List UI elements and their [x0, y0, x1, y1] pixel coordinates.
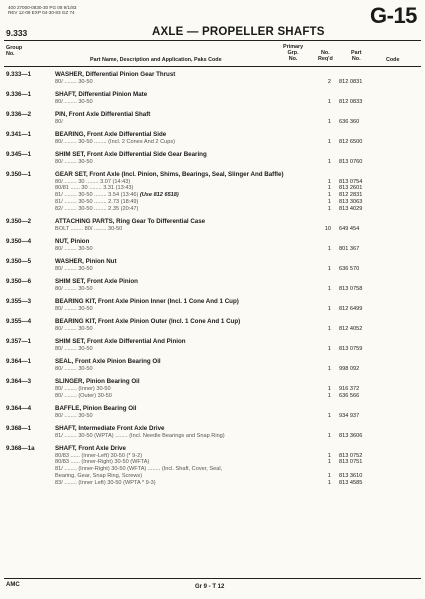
- part-number: 813 3610: [339, 473, 363, 479]
- quantity-required: 1: [327, 192, 331, 199]
- quantity-required: 2: [327, 78, 331, 85]
- application-text: 80/ ........ 30-50: [55, 265, 93, 272]
- entry-application-line: [55, 159, 93, 165]
- quantity-required: 1: [327, 178, 331, 185]
- part-number: 813 0754: [339, 178, 363, 185]
- quantity-required: 1: [327, 265, 331, 272]
- part-number: 813 3063: [339, 199, 363, 205]
- quantity-required: 1: [327, 473, 331, 479]
- application-text: 83/ ........ (Inner Left) 30-50 (WPTA * 9-3): [55, 479, 156, 486]
- entry-part-name: BAFFLE, Pinion Bearing Oil: [55, 405, 137, 412]
- column-primary-grp: [283, 44, 303, 63]
- entry-application-line: [55, 346, 93, 352]
- page-title: AXLE — PROPELLER SHAFTS: [152, 26, 325, 38]
- application-text: 81/ ........ 30-50 ........ 2.73 (18:49): [55, 199, 139, 205]
- column-code: Code: [386, 57, 400, 63]
- entry-part-name: SHIM SET, Front Axle Differential Side Gear Bearing: [55, 151, 207, 158]
- part-number: 636 566: [339, 392, 360, 399]
- quantity-required: 1: [327, 285, 331, 292]
- entry-part-name: SHIM SET, Front Axle Pinion: [55, 278, 138, 286]
- quantity-required: 1: [327, 385, 331, 392]
- entry-group-number: 9.355—4: [6, 318, 32, 326]
- entry-application-line: [55, 459, 149, 465]
- entry-application-line: [55, 366, 93, 372]
- entry-application-line: [55, 246, 93, 252]
- entry-application-line: [55, 99, 93, 105]
- page-section-label: G-15: [370, 3, 417, 28]
- entry-part-name: SHAFT, Differential Pinion Mate: [55, 91, 148, 98]
- entry-part-name: BEARING, Front Axle Differential Side: [55, 131, 167, 138]
- application-text: 81/ ........ 30-50 (WPTA) ........ (Incl. Needle Bearings and Snap Ring): [55, 432, 225, 439]
- entry-application-line: [55, 306, 93, 312]
- column-primary-line3: No.: [288, 56, 298, 63]
- entry-application-line: [55, 119, 63, 125]
- part-number: 813 0751: [339, 459, 363, 466]
- use-instead-note: (Use 812 6518): [139, 192, 179, 199]
- entry-application-line: [55, 139, 175, 145]
- application-text: 80/ ........ 30-50: [55, 365, 93, 372]
- application-text: 80/ ........ 30-50: [55, 412, 93, 419]
- part-number: 812 6500: [339, 138, 363, 145]
- quantity-required: 10: [324, 225, 331, 232]
- entry-application-line: [55, 286, 93, 292]
- quantity-required: 1: [327, 138, 331, 145]
- column-group-no-line1: Group: [6, 45, 23, 51]
- application-text: 80/: [55, 118, 63, 125]
- part-number: 812 0833: [339, 98, 363, 105]
- entry-group-number: 9.336—1: [6, 91, 32, 98]
- application-text: Bearing, Gear, Snap Ring, Screws): [55, 473, 143, 479]
- footer-rule: [4, 578, 421, 579]
- entry-application-line: [55, 413, 93, 419]
- application-text: 80/ ........ 30-50: [55, 325, 93, 332]
- application-text: 80/81 ...... 30 ........ 3.31 (13:43): [55, 185, 134, 192]
- entry-group-number: 9.350—5: [6, 258, 32, 266]
- column-primary-line2: Grp.: [287, 50, 299, 57]
- entry-group-number: 9.350—1: [6, 171, 32, 178]
- quantity-required: 1: [327, 392, 331, 399]
- entry-application-line: [55, 179, 130, 185]
- entry-group-number: 9.350—6: [6, 278, 32, 286]
- application-text: 82/ ........ 30-50 ........ 2.35 (20:47): [55, 205, 139, 212]
- entry-part-name: PIN, Front Axle Differential Shaft: [55, 111, 151, 118]
- entry-application-line: [55, 199, 138, 205]
- column-part-no-line2: No.: [351, 56, 361, 63]
- part-number: 813 3606: [339, 432, 363, 439]
- part-number: 801 367: [339, 245, 360, 252]
- part-number: 636 570: [339, 265, 360, 272]
- quantity-required: 1: [327, 479, 331, 486]
- entry-application-line: [55, 466, 222, 472]
- entry-group-number: 9.333—1: [6, 71, 32, 78]
- entry-part-name: SHIM SET, Front Axle Differential And Pinion: [55, 338, 186, 346]
- header-rule-bottom: [4, 66, 421, 67]
- part-number: 812 0831: [339, 78, 363, 85]
- quantity-required: 1: [327, 325, 331, 332]
- entry-application-line: [55, 185, 133, 191]
- entry-part-name: BEARING KIT, Front Axle Pinion Outer (Incl. 1 Cone And 1 Cup): [55, 318, 241, 326]
- entry-group-number: 9.355—3: [6, 298, 32, 306]
- application-text: 81/ ........ 30-50 ........ 3.54 (13:46): [55, 192, 140, 199]
- application-text: 80/83 ...... (Inner-Left) 30-50 (* 9-2): [55, 452, 143, 459]
- part-number: 813 2601: [339, 185, 363, 192]
- application-text: BOLT ........ 80/ ........ 30-50: [55, 225, 123, 232]
- part-number: 813 0759: [339, 345, 363, 352]
- entry-application-line: [55, 473, 142, 479]
- quantity-required: 1: [327, 118, 331, 125]
- quantity-required: 1: [327, 365, 331, 372]
- quantity-required: 1: [327, 432, 331, 439]
- quantity-required: 1: [327, 459, 331, 466]
- entry-group-number: 9.357—1: [6, 338, 32, 346]
- entry-group-number: 9.364—3: [6, 378, 32, 386]
- column-group-no: [6, 45, 22, 57]
- part-number: 649 454: [339, 225, 360, 232]
- column-group-no-line2: No.: [6, 51, 15, 58]
- application-text: 80/ ........ 30-50: [55, 285, 93, 292]
- part-number: 636 360: [339, 118, 360, 125]
- entry-part-name: WASHER, Differential Pinion Gear Thrust: [55, 71, 176, 78]
- entry-part-name: SHAFT, Front Axle Drive: [55, 445, 126, 452]
- quantity-required: 1: [327, 345, 331, 352]
- column-req: [318, 50, 333, 62]
- entry-application-line: [55, 433, 225, 439]
- entry-application-line: [55, 192, 179, 198]
- application-text: 80/ ........ 30-50: [55, 78, 93, 85]
- entry-group-number: 9.345—1: [6, 151, 32, 158]
- entry-group-number: 9.336—2: [6, 111, 32, 118]
- entry-part-name: WASHER, Pinion Nut: [55, 258, 117, 266]
- entry-part-name: GEAR SET, Front Axle (Incl. Pinion, Shims, Bearings, Seal, Slinger And Baffle): [55, 171, 284, 178]
- quantity-required: 1: [327, 205, 331, 212]
- part-number: 812 6499: [339, 305, 363, 312]
- column-part-no-line1: Part: [351, 50, 362, 56]
- quantity-required: 1: [327, 199, 331, 205]
- column-req-line2: Req'd: [318, 56, 333, 63]
- entry-group-number: 9.341—1: [6, 131, 32, 138]
- entry-application-line: [55, 453, 142, 459]
- application-text: 80/83 ...... (Inner-Right) 30-50 (WFTA): [55, 459, 150, 466]
- entry-application-line: [55, 326, 93, 332]
- quantity-required: 1: [327, 452, 331, 459]
- column-part-name: Part Name, Description and Application, Paks Code: [90, 57, 222, 63]
- entry-part-name: SLINGER, Pinion Bearing Oil: [55, 378, 140, 386]
- entry-group-number: 9.350—2: [6, 218, 32, 226]
- part-number: 813 4585: [339, 479, 363, 486]
- entry-group-number: 9.364—1: [6, 358, 32, 366]
- entry-part-name: BEARING KIT, Front Axle Pinion Inner (Incl. 1 Cone And 1 Cup): [55, 298, 239, 306]
- application-text: 80/ ........ 30-50: [55, 158, 93, 165]
- entry-part-name: SEAL, Front Axle Pinion Bearing Oil: [55, 358, 161, 366]
- document-control-line-1: 400 27000-0830-30 PG 08 9/1/83: [8, 5, 77, 10]
- quantity-required: 1: [327, 185, 331, 192]
- entry-application-line: [55, 266, 93, 272]
- part-number: 813 4029: [339, 205, 363, 212]
- part-number: 812 2831: [339, 192, 363, 199]
- entry-group-number: 9.368—1a: [6, 445, 35, 452]
- entry-group-number: 9.368—1: [6, 425, 32, 432]
- part-number: 812 4052: [339, 325, 363, 332]
- part-number: 813 0758: [339, 285, 363, 292]
- document-control-line-2: REV 12-09 EXP 04-30-83 GZ 74: [8, 10, 75, 15]
- application-text: 80/ ........ 30 ........ 3.07 (14:43): [55, 178, 131, 185]
- entry-group-number: 9.350—4: [6, 238, 32, 246]
- entry-part-name: ATTACHING PARTS, Ring Gear To Differential Case: [55, 218, 206, 226]
- column-part-no: [351, 50, 362, 62]
- application-text: 80/ ........ 30-50 ........ (Incl. 2 Cones And 2 Cups): [55, 138, 176, 145]
- part-number: 813 0752: [339, 452, 363, 459]
- application-text: 80/ ........ 30-50: [55, 98, 93, 105]
- quantity-required: 1: [327, 305, 331, 312]
- application-text: 80/ ........ 30-50: [55, 245, 93, 252]
- entry-application-line: [55, 393, 112, 399]
- part-number: 934 937: [339, 412, 360, 419]
- entry-part-name: NUT, Pinion: [55, 238, 90, 246]
- application-text: 80/ ........ 30-50: [55, 305, 93, 312]
- entry-application-line: [55, 386, 111, 392]
- quantity-required: 1: [327, 158, 331, 165]
- entry-application-line: [55, 226, 122, 232]
- quantity-required: 1: [327, 412, 331, 419]
- entry-part-name: SHAFT, Intermediate Front Axle Drive: [55, 425, 165, 432]
- entry-application-line: [55, 480, 156, 486]
- page-group-number: 9.333: [6, 28, 28, 38]
- footer-left: AMC: [6, 582, 20, 588]
- part-number: 813 0760: [339, 158, 363, 165]
- footer-page-ref: Gr 9 - T 12: [195, 584, 225, 590]
- part-number: 916 372: [339, 385, 360, 392]
- entry-application-line: [55, 206, 138, 212]
- part-number: 998 092: [339, 365, 360, 372]
- application-text: 81/ ........ (Inner-Right) 30-50 (WFTA) ........ (Incl. Shaft, Cover, Seal,: [55, 466, 223, 473]
- column-req-line1: No.: [321, 50, 330, 56]
- application-text: 80/ ........ 30-50: [55, 345, 93, 352]
- quantity-required: 1: [327, 245, 331, 252]
- application-text: 80/ ........ (Inner) 30-50: [55, 385, 111, 392]
- column-primary-line1: Primary: [283, 44, 304, 50]
- header-rule-top: [4, 40, 421, 41]
- entry-application-line: [55, 79, 93, 85]
- entry-group-number: 9.364—4: [6, 405, 32, 412]
- quantity-required: 1: [327, 98, 331, 105]
- application-text: 80/ ........ (Outer) 30-50: [55, 392, 112, 399]
